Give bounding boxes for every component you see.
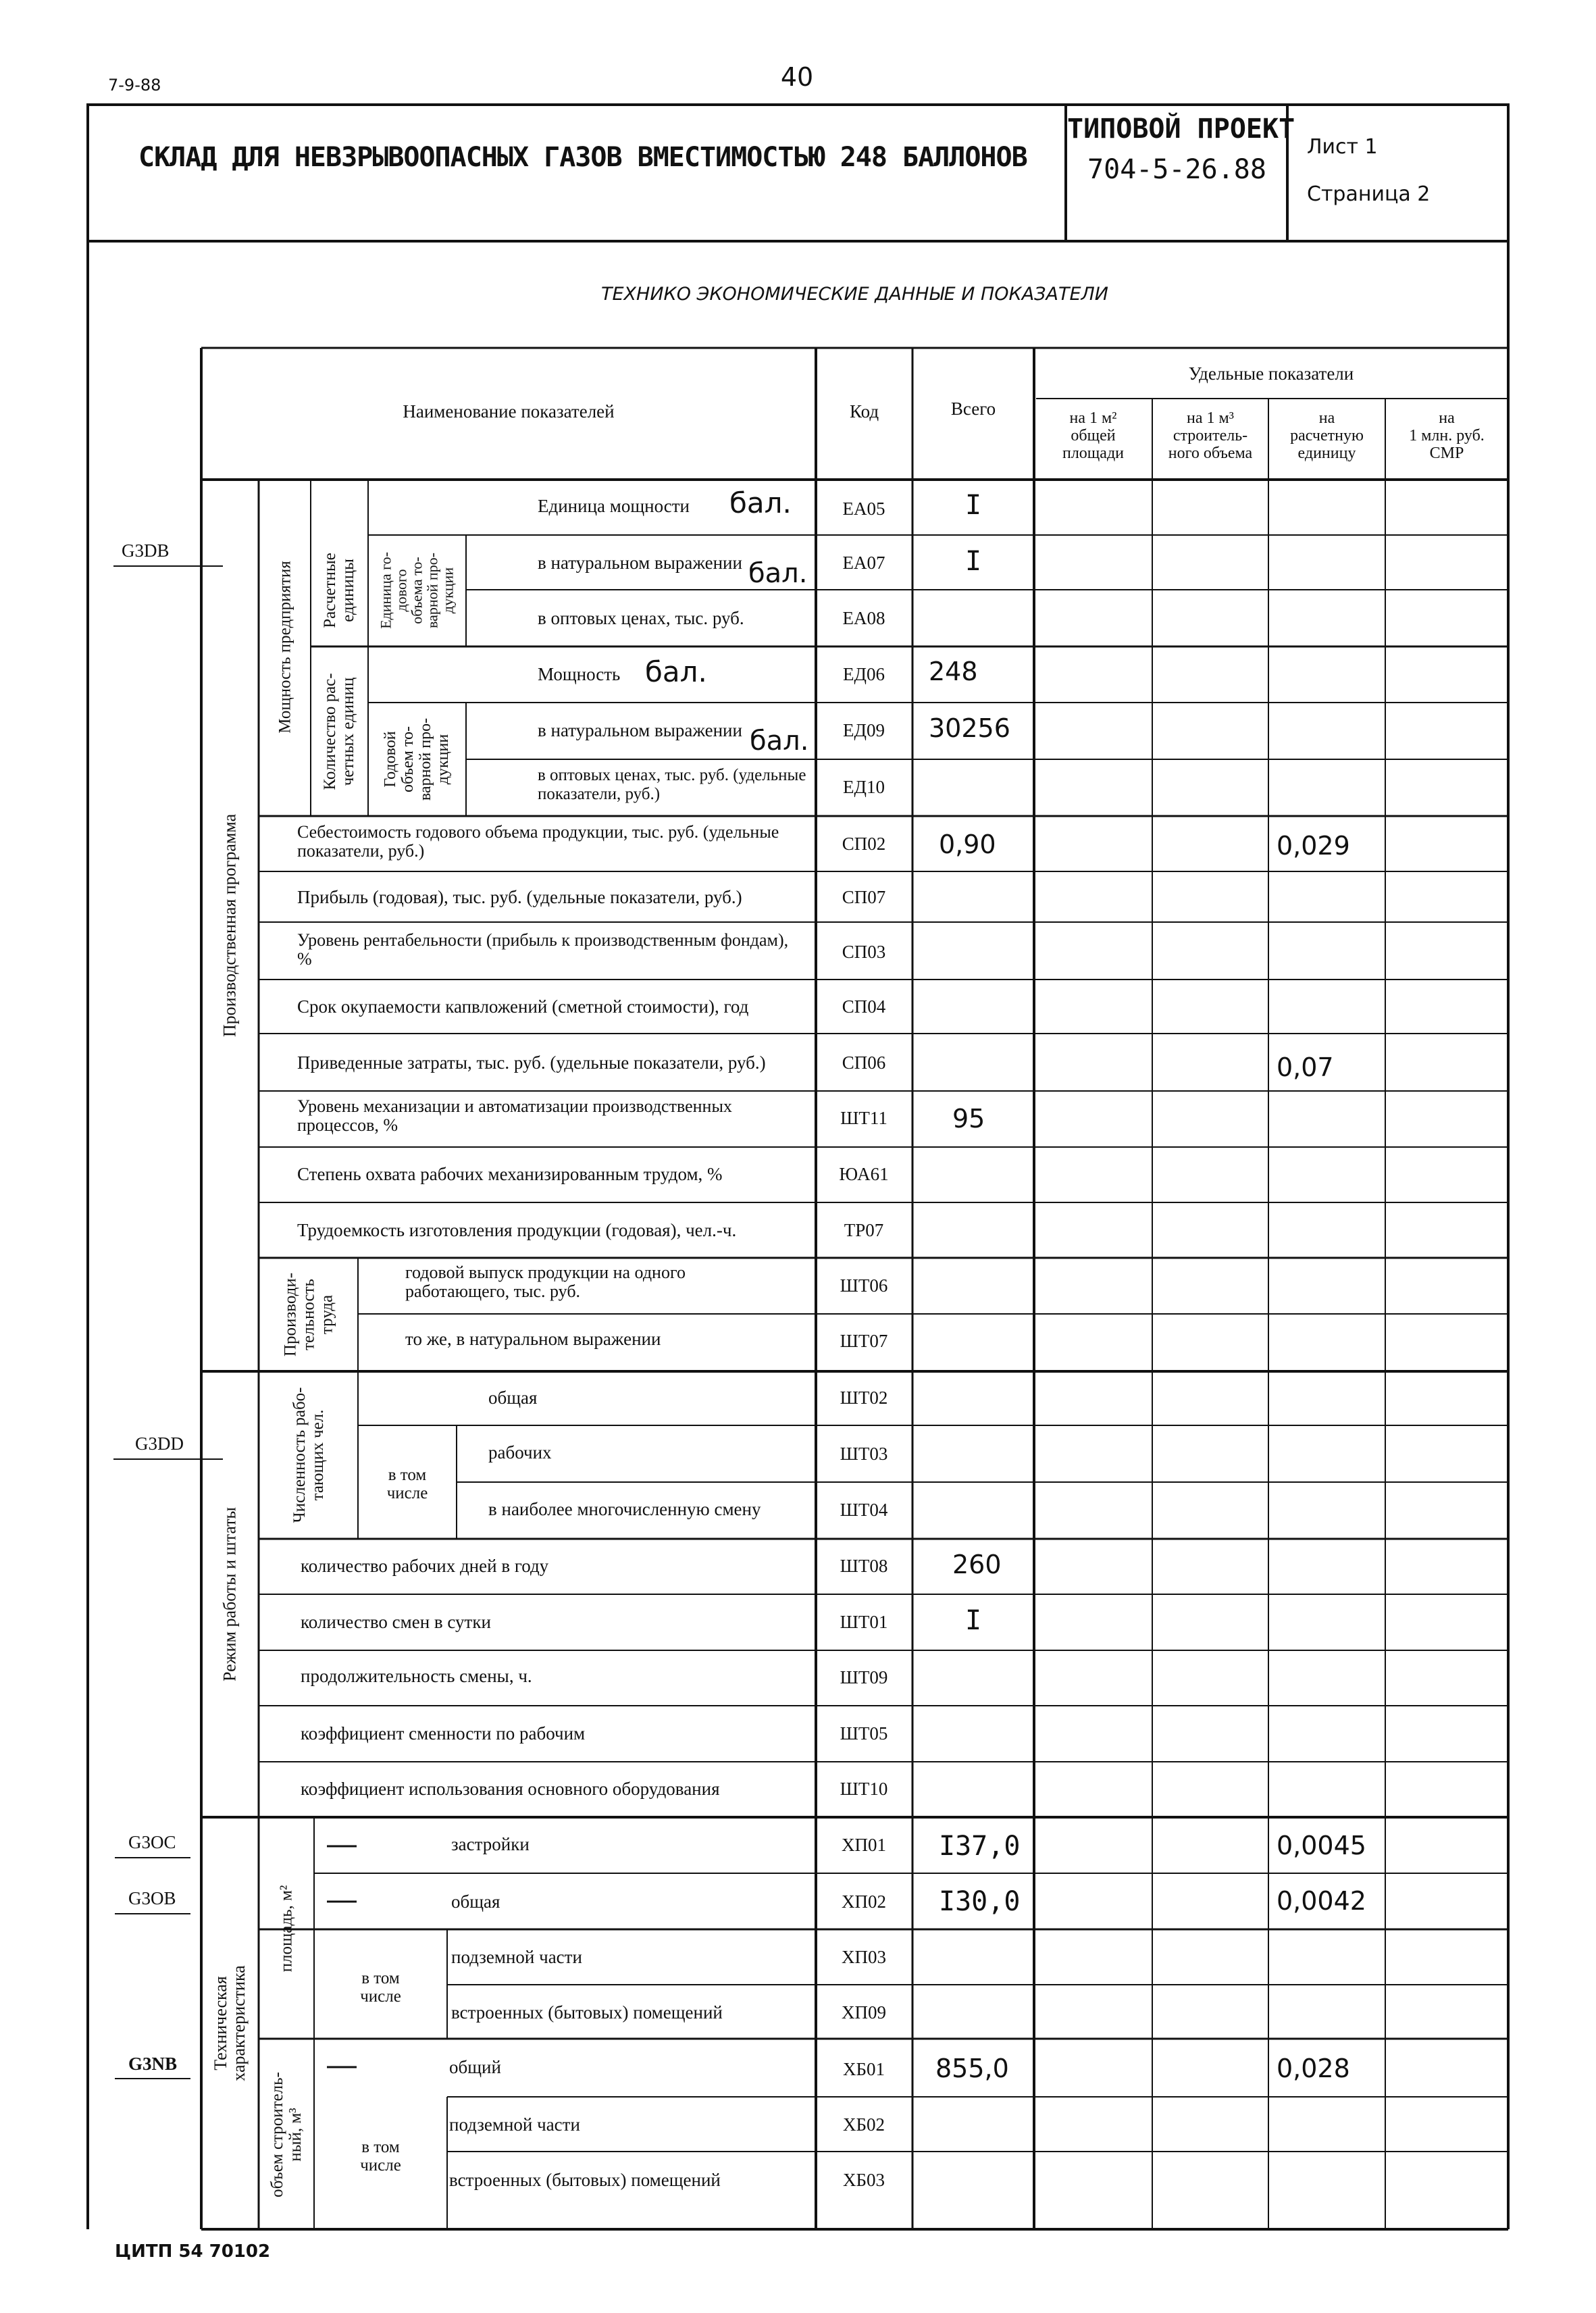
header-per-m3 — [1152, 409, 1268, 462]
group-calc-units-l1: Расчетные — [321, 553, 339, 628]
group-calc-count — [321, 673, 357, 790]
header-per-mln — [1385, 409, 1508, 462]
page-label: Страница 2 — [1307, 182, 1431, 206]
row-code-3: ЕД06 — [843, 664, 885, 684]
row-label-2: в оптовых ценах, тыс. руб. — [538, 608, 744, 628]
row-code-12: ЮА61 — [839, 1164, 889, 1184]
row-code-24: ХП01 — [842, 1835, 886, 1855]
row-label-24: застройки — [451, 1834, 530, 1854]
row-code-29: ХБ02 — [842, 2114, 885, 2135]
row-label-5: в оптовых ценах, тыс. руб. (удельные показатели, руб.) — [538, 766, 806, 803]
incl-volume — [314, 2138, 447, 2175]
group-annual-unit-l3: объема то- — [408, 557, 426, 624]
row-total-25: I30,0 — [939, 1886, 1021, 1917]
row-label-14: годовой выпуск продукции на одного работающего, тыс. руб. — [405, 1263, 686, 1301]
incl-headcount-l1: в том — [388, 1466, 427, 1484]
row-label-11: Уровень механизации и автоматизации производственных процессов, % — [297, 1096, 732, 1135]
row-code-4: ЕД09 — [843, 720, 885, 740]
group-annual-unit-l1: Единица го- — [377, 552, 394, 629]
group-productivity-l1: Производи- — [281, 1272, 300, 1357]
row-code-22: ШТ05 — [840, 1723, 888, 1744]
row-code-16: ШТ02 — [840, 1388, 888, 1408]
row-label-17: рабочих — [488, 1442, 552, 1463]
row-code-8: СП03 — [842, 942, 886, 962]
row-label-18: в наиболее многочисленную смену — [488, 1499, 761, 1519]
row-calc-unit-6: 0,029 — [1277, 831, 1350, 861]
group-headcount-l1: Численность рабо- — [290, 1387, 309, 1523]
header-per-mln-l1: на — [1439, 409, 1455, 427]
side-tag-g3nb: G3NB — [128, 2054, 178, 2074]
row-label-23: коэффициент использования основного оборудования — [301, 1779, 720, 1799]
group-area: площадь, м² — [277, 1885, 296, 1973]
group-productivity-l3: труда — [317, 1294, 336, 1335]
row-code-6: СП02 — [842, 834, 886, 854]
header-per-m3-l1: на 1 м³ — [1187, 409, 1234, 427]
header-per-mln-l2: 1 млн. руб. — [1409, 427, 1485, 444]
header-name: Наименование показателей — [403, 401, 615, 422]
header-per-m2-l1: на 1 м² — [1069, 409, 1117, 427]
footer-code: ЦИТП 54 70102 — [115, 2241, 271, 2262]
group-headcount-l2: тающих чел. — [309, 1409, 327, 1501]
project-label: ТИПОВОЙ ПРОЕКТ — [1067, 113, 1295, 145]
row-total-0: I — [964, 490, 982, 521]
row-label-12: Степень охвата рабочих механизированным трудом, % — [297, 1164, 723, 1184]
group-annual-volume-l4: дукции — [434, 734, 452, 785]
row-calc-unit-25: 0,0042 — [1277, 1886, 1366, 1916]
row-unit-4: бал. — [750, 726, 809, 757]
document-title: СКЛАД ДЛЯ НЕВЗРЫВООПАСНЫХ ГАЗОВ ВМЕСТИМОСТЬЮ 248 БАЛЛОНОВ — [138, 142, 1027, 173]
row-total-19: 260 — [952, 1550, 1002, 1579]
group-annual-volume-l1: Годовой — [382, 731, 399, 788]
group-productivity-l2: тельность — [299, 1279, 318, 1350]
row-label-29: подземной части — [449, 2114, 580, 2135]
row-label-20: количество смен в сутки — [301, 1612, 491, 1632]
incl-volume-l1: в том — [361, 2138, 400, 2156]
group-tech-l1: Техническая — [211, 1976, 230, 2070]
group-volume — [268, 2072, 305, 2197]
row-code-25: ХП02 — [842, 1891, 886, 1912]
row-code-15: ШТ07 — [840, 1331, 888, 1351]
group-annual-volume-l2: объем то- — [399, 726, 417, 793]
row-calc-unit-28: 0,028 — [1277, 2054, 1350, 2083]
row-code-18: ШТ04 — [840, 1500, 888, 1520]
row-calc-unit-10: 0,07 — [1277, 1052, 1334, 1082]
incl-headcount — [358, 1466, 457, 1502]
side-tag-g3dd: G3DD — [135, 1433, 184, 1454]
row-label-30: встроенных (бытовых) помещений — [449, 2170, 721, 2190]
row-label-3: Мощность — [538, 664, 621, 684]
project-number: 704-5-26.88 — [1087, 154, 1266, 185]
row-code-13: ТР07 — [844, 1220, 884, 1240]
row-code-11: ШТ11 — [840, 1108, 887, 1128]
header-per-calc-unit-l2: расчетную — [1290, 427, 1364, 444]
row-label-15: то же, в натуральном выражении — [405, 1329, 661, 1349]
row-label-6: Себестоимость годового объема продукции, тыс. руб. (удельные показатели, руб.) — [297, 822, 779, 861]
group-work-mode: Режим работы и штаты — [220, 1506, 240, 1682]
group-volume-l2: ный, м³ — [286, 2108, 305, 2162]
section-title: ТЕХНИКО ЭКОНОМИЧЕСКИЕ ДАННЫЕ И ПОКАЗАТЕЛИ — [600, 284, 1109, 305]
doc-code: 7-9-88 — [108, 76, 161, 95]
row-total-4: 30256 — [929, 713, 1010, 743]
sheet-label: Лист 1 — [1307, 135, 1378, 159]
group-capacity: Мощность предприятия — [276, 561, 294, 734]
row-label-4: в натуральном выражении — [538, 720, 742, 740]
incl-volume-l2: числе — [360, 2156, 401, 2175]
row-unit-0: бал. — [729, 486, 792, 519]
row-label-19: количество рабочих дней в году — [301, 1556, 549, 1576]
side-tag-g3oc: G3OC — [128, 1832, 176, 1852]
row-label-21: продолжительность смены, ч. — [301, 1666, 532, 1686]
row-label-9: Срок окупаемости капвложений (сметной стоимости), год — [297, 996, 749, 1017]
group-production-program: Производственная программа — [220, 813, 240, 1038]
row-label-28: общий — [449, 2057, 501, 2077]
page-number: 40 — [780, 62, 814, 92]
row-code-28: ХБ01 — [842, 2059, 885, 2079]
group-calc-count-l1: Количество рас- — [321, 673, 339, 790]
row-code-7: СП07 — [842, 887, 886, 907]
header-specific: Удельные показатели — [1188, 363, 1354, 384]
incl-area-l1: в том — [361, 1969, 400, 1987]
row-code-19: ШТ08 — [840, 1556, 888, 1576]
row-code-20: ШТ01 — [840, 1612, 888, 1632]
group-calc-count-l2: четных единиц — [339, 677, 357, 786]
row-total-6: 0,90 — [939, 830, 996, 859]
row-label-0: Единица мощности — [538, 496, 690, 516]
row-total-20: I — [964, 1605, 982, 1636]
header-per-calc-unit — [1268, 409, 1385, 462]
group-tech — [211, 1965, 248, 2081]
row-label-13: Трудоемкость изготовления продукции (годовая), чел.-ч. — [297, 1220, 737, 1240]
row-label-10: Приведенные затраты, тыс. руб. (удельные показатели, руб.) — [297, 1052, 766, 1073]
row-code-27: ХП09 — [842, 2002, 886, 2023]
group-annual-volume-l3: варной про- — [417, 717, 434, 801]
row-code-26: ХП03 — [842, 1947, 886, 1967]
group-productivity — [282, 1273, 336, 1356]
incl-area-l2: числе — [360, 1987, 401, 2006]
row-code-23: ШТ10 — [840, 1779, 888, 1799]
row-total-28: 855,0 — [935, 2054, 1009, 2083]
row-total-24: I37,0 — [939, 1831, 1021, 1862]
group-annual-unit-l5: дукции — [439, 567, 457, 614]
row-label-27: встроенных (бытовых) помещений — [451, 2002, 723, 2023]
row-label-1: в натуральном выражении — [538, 553, 742, 573]
row-label-22: коэффициент сменности по рабочим — [301, 1723, 586, 1744]
row-label-25: общая — [451, 1891, 500, 1912]
incl-area — [314, 1969, 447, 2006]
group-annual-volume — [382, 718, 452, 800]
group-annual-unit-l2: дового — [392, 569, 410, 612]
row-label-16: общая — [488, 1388, 538, 1408]
row-code-10: СП06 — [842, 1052, 886, 1073]
row-code-5: ЕД10 — [843, 777, 885, 797]
header-code: Код — [849, 401, 879, 422]
row-code-14: ШТ06 — [840, 1275, 888, 1296]
row-unit-3: бал. — [645, 655, 707, 688]
group-calc-units-l2: единицы — [339, 559, 357, 622]
header-per-m3-l3: ного объема — [1168, 444, 1253, 462]
header-per-mln-l3: СМР — [1429, 444, 1464, 462]
group-headcount — [290, 1388, 327, 1523]
side-tag-g3db: G3DB — [122, 540, 170, 561]
header-per-m2-l3: площади — [1062, 444, 1124, 462]
header-per-m2-l2: общей — [1071, 427, 1116, 444]
row-code-21: ШТ09 — [840, 1667, 888, 1687]
group-calc-units — [321, 553, 357, 628]
row-total-11: 95 — [952, 1104, 985, 1134]
row-total-1: I — [964, 546, 982, 577]
row-label-26: подземной части — [451, 1947, 582, 1967]
row-total-3: 248 — [929, 657, 978, 686]
row-code-0: ЕА05 — [842, 499, 885, 519]
row-label-7: Прибыль (годовая), тыс. руб. (удельные показатели, руб.) — [297, 887, 742, 907]
header-per-m2 — [1034, 409, 1152, 462]
header-per-calc-unit-l1: на — [1318, 409, 1335, 427]
group-tech-l2: характеристика — [229, 1965, 249, 2081]
group-annual-unit-l4: варной про- — [423, 552, 441, 629]
row-unit-1: бал. — [748, 558, 808, 589]
row-label-8: Уровень рентабельности (прибыль к производственным фондам), % — [297, 930, 789, 969]
row-code-30: ХБ03 — [842, 2170, 885, 2190]
group-annual-unit — [378, 552, 456, 629]
header-per-calc-unit-l3: единицу — [1297, 444, 1356, 462]
row-code-17: ШТ03 — [840, 1444, 888, 1464]
group-volume-l1: объем строитель- — [268, 2072, 286, 2197]
header-total: Всего — [950, 399, 996, 419]
header-per-m3-l2: строитель- — [1173, 427, 1248, 444]
row-code-2: ЕА08 — [842, 608, 885, 628]
row-code-9: СП04 — [842, 996, 886, 1017]
incl-headcount-l2: числе — [386, 1484, 428, 1502]
row-code-1: ЕА07 — [842, 553, 885, 573]
row-calc-unit-24: 0,0045 — [1277, 1831, 1366, 1860]
side-tag-g3ob: G3OB — [128, 1888, 176, 1908]
